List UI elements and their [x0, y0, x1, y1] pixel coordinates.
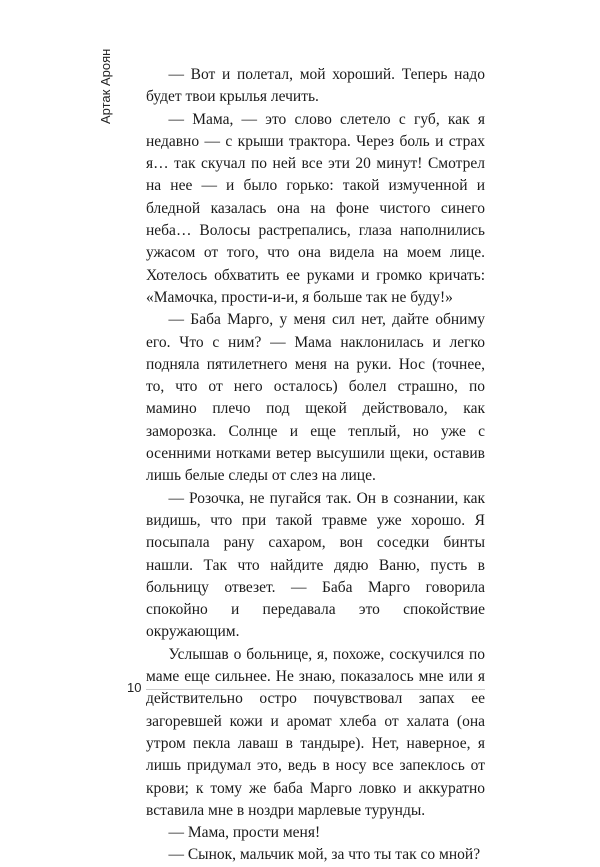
- running-head: Артак Ароян: [98, 48, 113, 124]
- paragraph: — Баба Марго, у меня сил нет, дайте обниму его. Что с ним? — Мама наклонилась и легко подняла пятилетнего меня на руки. Нос (точнее, то, что от него осталось) болел страшно, по мамино плечо под щекой действовало, как заморозка. Солнце и еще теплый, но уже с осенними нотками ветер высушили щеки, оставив лишь белые следы от слез на лице.: [146, 311, 485, 485]
- paragraph: — Сынок, мальчик мой, за что ты так со мной?: [168, 846, 481, 864]
- paragraph: — Мама, — это слово слетело с губ, как я недавно — с крыши трактора. Через боль и страх я… так скучал по ней все эти 20 минут! Смотрел на нее — и было горько: такой измученной и бледной казалась она на фоне чистого синего неба… Волосы растрепались, глаза наполнились ужасом от того, что она видела на моем лице. Хотелось обхватить ее руками и громко кричать: «Мамочка, прости-и-и, я больше так не буду!»: [146, 110, 485, 306]
- body-text: [146, 64, 485, 867]
- paragraph: — Вот и полетал, мой хороший. Теперь надо будет твои крылья лечить.: [146, 66, 485, 106]
- page-number: 10: [127, 680, 142, 695]
- paragraph: Услышав о больнице, я, похоже, соскучился по маме еще сильнее. Не знаю, показалось мне или я действительно остро почувствовал запах ее загоревшей кожи и аромат хлеба от халата (она утром пекла лаваш в тандыре). Нет, наверное, я лишь придумал это, ведь в носу все запеклось от крови; к тому же баба Марго ловко и аккуратно вставила мне в ноздри марлевые турунды.: [146, 645, 485, 819]
- paragraph: — Мама, прости меня!: [168, 824, 321, 842]
- paragraph: — Розочка, не пугайся так. Он в сознании, как видишь, что при такой травме уже хорошо. Я посыпала рану сахаром, вон соседки бинты нашли. Так что найдите дядю Ваню, пусть в больницу отвезет. — Баба Марго говорила спокойно и передавала это спокойствие окружающим.: [146, 489, 485, 641]
- footer-rule: [146, 689, 485, 690]
